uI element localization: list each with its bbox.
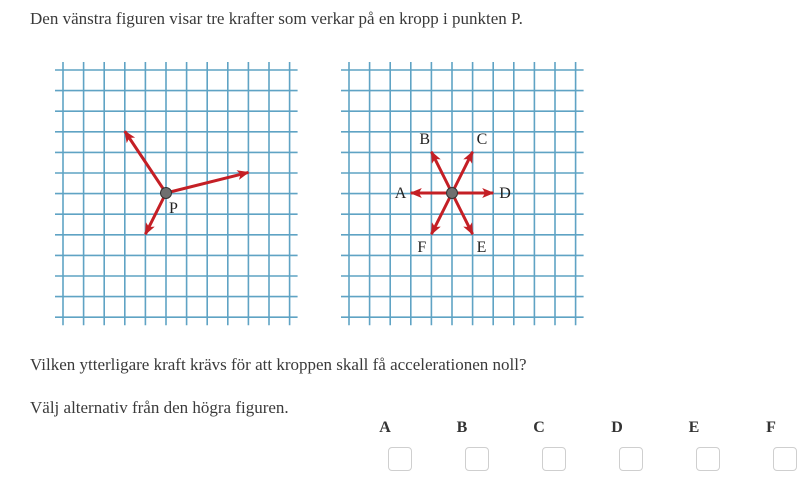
point-p: [161, 188, 172, 199]
option-label-b: B: [456, 419, 468, 436]
option-label-a: A: [379, 419, 391, 436]
checkbox-f[interactable]: [773, 447, 797, 471]
option-label-c: C: [533, 419, 545, 436]
point-p-label: P: [169, 200, 178, 217]
option-arrow-label-f: F: [417, 239, 427, 257]
option-label-f: F: [766, 419, 776, 436]
left-grid: [55, 62, 298, 325]
option-label-e: E: [688, 419, 700, 436]
question-text: Vilken ytterligare kraft krävs för att kroppen skall få accelerationen noll?: [30, 355, 527, 374]
option-arrow-label-a: A: [394, 185, 407, 202]
option-arrow-label-b: B: [419, 130, 431, 148]
checkbox-d[interactable]: [619, 447, 643, 471]
option-arrow-label-e: E: [476, 239, 487, 257]
checkbox-c[interactable]: [542, 447, 566, 471]
instruction-text: Välj alternativ från den högra figuren.: [30, 398, 289, 417]
option-label-d: D: [611, 419, 623, 436]
checkbox-e[interactable]: [696, 447, 720, 471]
option-arrow-label-d: D: [499, 185, 511, 202]
checkbox-a[interactable]: [388, 447, 412, 471]
right-center-point: [447, 188, 458, 199]
intro-text: Den vänstra figuren visar tre krafter som verkar på en kropp i punkten P.: [30, 9, 523, 28]
option-arrow-label-c: C: [476, 130, 488, 148]
checkbox-b[interactable]: [465, 447, 489, 471]
